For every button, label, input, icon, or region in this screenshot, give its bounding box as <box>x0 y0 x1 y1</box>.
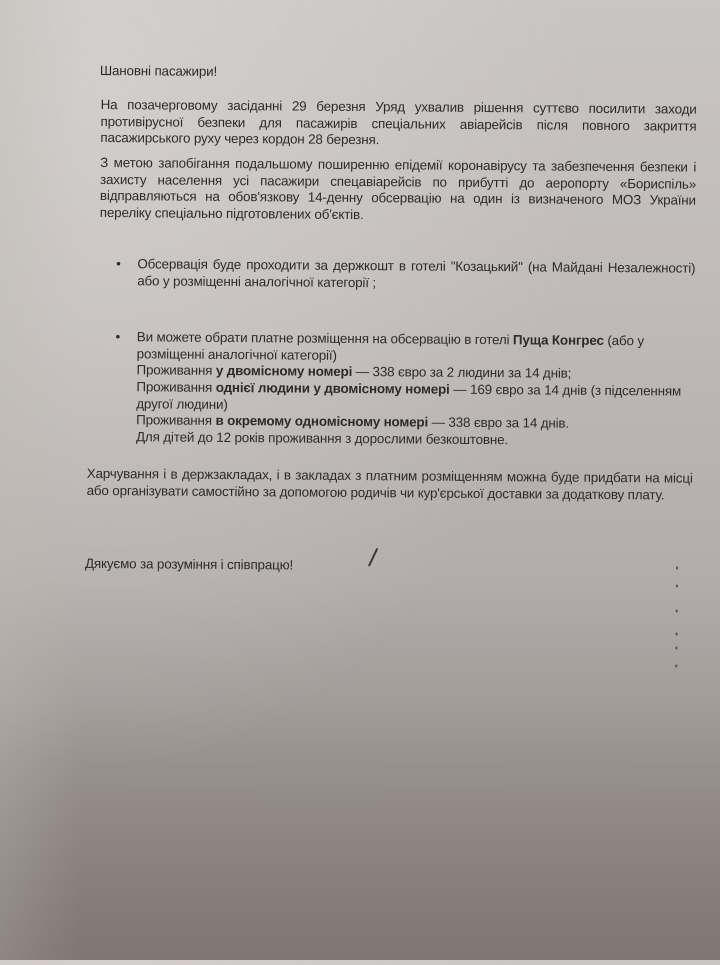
option-room-type: в окремому одномісному номері <box>215 413 429 430</box>
paragraph-observation-requirement: З метою запобігання подальшому поширенню епідемії коронавірусу та забезпечення безпеки і захисту населення усі пасажири спецавіарейсів по прибутті до аеропорту «Бориспіль» відправляються на обов'язкову 14-денну обсервацію на один із визначеного МОЗ України переліку спеціально підготовлених об'єктів. <box>99 155 697 222</box>
option-room-type: у двомісному номері <box>215 363 353 380</box>
bullet-free-accommodation-text: Обсервація буде проходити за держкошт в готелі "Козацький" (на Майдані Незалежності) або у розміщенні аналогічної категорії ; <box>137 256 696 290</box>
paid-accommodation-intro <box>137 329 695 367</box>
option-prefix: Проживання <box>136 412 216 429</box>
bullet-free-accommodation <box>113 256 695 294</box>
closing-thanks: Дякуємо за розуміння і співпрацю! <box>84 555 294 573</box>
price-option-single-in-double <box>136 379 694 417</box>
accommodation-options-list <box>112 256 695 450</box>
intro-text-after: (або у розміщенні аналогічної категорії) <box>136 333 644 363</box>
bullet-paid-accommodation <box>112 329 695 450</box>
paragraph-government-decision: На позачерговому засіданні 29 березня Уряд ухвалив рішення суттєво посилити заходи противірусної безпеки для пасажирів спеціальних авіарейсів після повного закриття пасажирського руху через кордон 28 березня. <box>100 97 697 148</box>
option-room-type: однієї людини у двомісному номері <box>215 379 450 397</box>
bullet-marker: • <box>115 329 121 345</box>
paragraph-meals: Харчування і в держзакладах, і в закладах з платним розміщенням можна буде придбати на місці або організувати самостійно за допомогою родичів чи кур'єрської доставки за додаткову плату. <box>86 465 693 503</box>
bullet-paid-accommodation-body <box>136 329 695 450</box>
option-price: — 169 євро за 14 днів (з підселенням другої людини) <box>136 381 682 412</box>
hotel-name: Пуща Конгрес <box>512 332 604 349</box>
bullet-marker: • <box>116 256 121 272</box>
children-note: Для дітей до 12 років проживання з дорослими безкоштовне. <box>135 429 509 447</box>
greeting: Шановні пасажири! <box>99 62 218 79</box>
intro-text: Ви можете обрати платне розміщення на обсервацію в готелі <box>136 329 514 348</box>
option-prefix: Проживання <box>136 379 216 395</box>
option-price: — 338 євро за 14 днів. <box>427 414 570 431</box>
option-prefix: Проживання <box>136 362 216 379</box>
option-price: — 338 євро за 2 людини за 14 днів; <box>352 364 572 382</box>
margin-specks <box>675 565 679 685</box>
pen-mark <box>368 548 378 567</box>
